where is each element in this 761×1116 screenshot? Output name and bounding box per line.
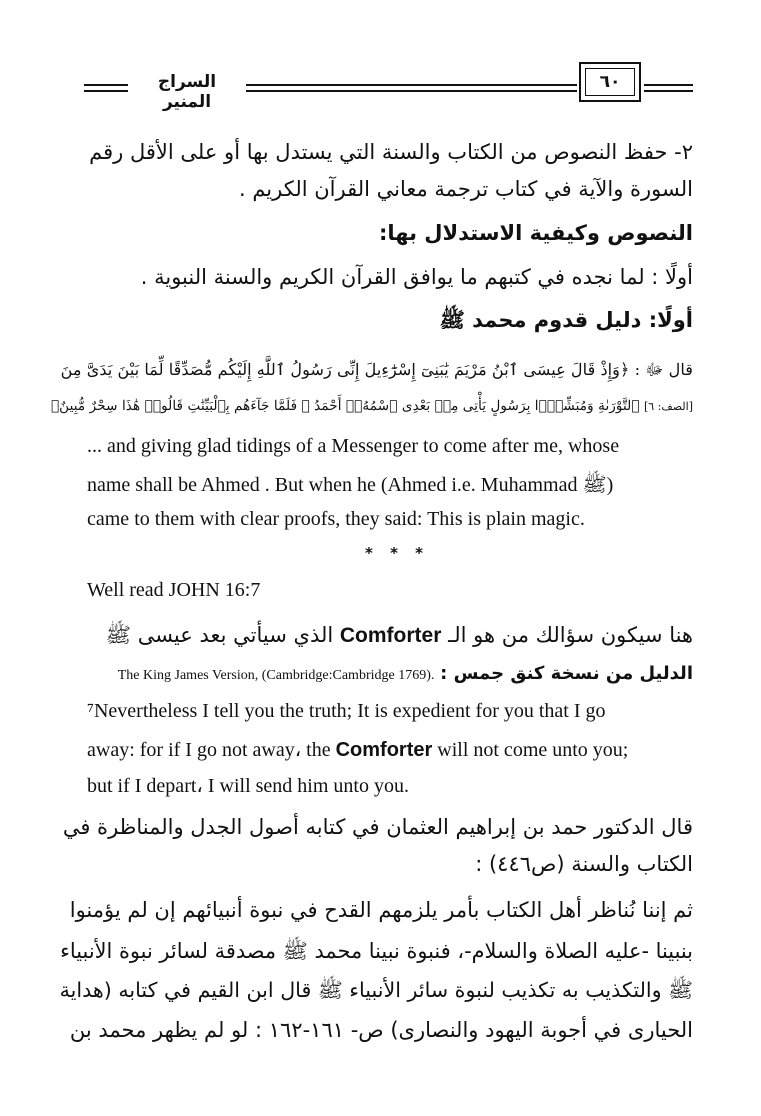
text-line-2: السورة والآية في كتاب ترجمة معاني القرآن الكريم . <box>238 177 693 201</box>
header-rule-middle <box>246 84 577 92</box>
page-number-box <box>579 62 641 102</box>
comforter-question <box>106 622 693 653</box>
text-line-17: قال الدكتور حمد بن إبراهيم العثمان في كتابه أصول الجدل والمناظرة في <box>62 815 693 839</box>
text-line-18: الكتاب والسنة (ص٤٤٦) : <box>475 852 693 876</box>
text-line-4: أولًا : لما نجده في كتبهم ما يوافق القرآن الكريم والسنة النبوية . <box>140 265 693 289</box>
source-label: الدليل من نسخة كنق جمس : <box>440 663 693 684</box>
text-line-22: الحيارى في أجوبة اليهود والنصارى) ص- ١٦١-١٦٢ : لو لم يظهر محمد بن <box>69 1018 693 1042</box>
text-line-21: ﷺ والتكذيب به تكذيب لنبوة سائر الأنبياء ﷺ قال ابن القيم في كتابه (هداية <box>59 978 693 1002</box>
source-edition: The King James Version, (Cambridge:Cambridge 1769). <box>117 668 435 683</box>
question-part-1: هنا سيكون سؤالك من هو الـ <box>448 623 693 647</box>
quran-verse-line-2 <box>51 398 693 414</box>
subheading-proof: أولًا: دليل قدوم محمد ﷺ <box>439 308 693 332</box>
page-number: ٦٠ <box>585 68 635 96</box>
translation-line-2: name shall be Ahmed . But when he (Ahmed i.e. Muhammad ﷺ) <box>87 474 614 496</box>
translation-line-1: ... and giving glad tidings of a Messenger to come after me, whose <box>87 435 620 457</box>
comforter-term: Comforter <box>339 624 442 647</box>
quran-verse-line-1: قال ﷻ : ﴿وَإِذْ قَالَ عِيسَى ٱبْنُ مَرْيَمَ يَٰبَنِىٓ إِسْرَٰٓءِيلَ إِنِّى رَسُولُ ٱللَّهِ إِلَيْكُم مُّصَدِّقًا لِّمَا بَيْنَ يَدَىَّ مِنَ <box>60 360 693 379</box>
comforter-term-bold: Comforter <box>335 739 433 761</box>
surah-reference: [الصف: ٦] <box>643 400 693 413</box>
text-line-1: ٢- حفظ النصوص من الكتاب والسنة التي يستدل بها أو على الأقل رقم <box>89 140 693 164</box>
text-line-20: بنبينا -عليه الصلاة والسلام-، فنبوة نبينا محمد ﷺ مصدقة لسائر نبوة الأنبياء <box>60 939 693 963</box>
section-separator: * * * <box>365 544 429 562</box>
bible-line-2-part-2: will not come unto you; <box>432 739 629 761</box>
bible-line-1: ⁷Nevertheless I tell you the truth; It is expedient for you that I go <box>87 700 606 722</box>
bible-line-2-part-1: away: for if I go not away، the <box>87 739 336 761</box>
bible-line-3: but if I depart، I will send him unto you. <box>87 775 409 797</box>
john-reference: Well read JOHN 16:7 <box>87 579 261 601</box>
section-heading: النصوص وكيفية الاستدلال بها: <box>378 221 693 245</box>
question-part-2: الذي سيأتي بعد عيسى ﷺ <box>105 623 334 647</box>
translation-line-3: came to them with clear proofs, they said: This is plain magic. <box>87 508 585 530</box>
text-line-19: ثم إننا نُناظر أهل الكتاب بأمر يلزمهم القدح في نبوة أنبيائهم إن لم يؤمنوا <box>69 898 693 922</box>
running-title: السراج المنير <box>157 72 217 112</box>
header-rule-right <box>644 84 693 92</box>
quran-verse-text: ٱلتَّوْرَىٰةِ وَمُبَشِّرًۢا بِرَسُولٍ يَأْتِى مِنۢ بَعْدِى ٱسْمُهُۥٓ أَحْمَدُ ۖ فَلَمَّا جَآءَهُم بِٱلْبَيِّنَٰتِ قَالُوا۟ هَٰذَا سِحْرٌ مُّبِينٌ﴾ <box>50 398 640 414</box>
bible-line-2 <box>87 737 628 762</box>
source-line <box>118 663 693 684</box>
header-rule-left <box>84 84 128 92</box>
